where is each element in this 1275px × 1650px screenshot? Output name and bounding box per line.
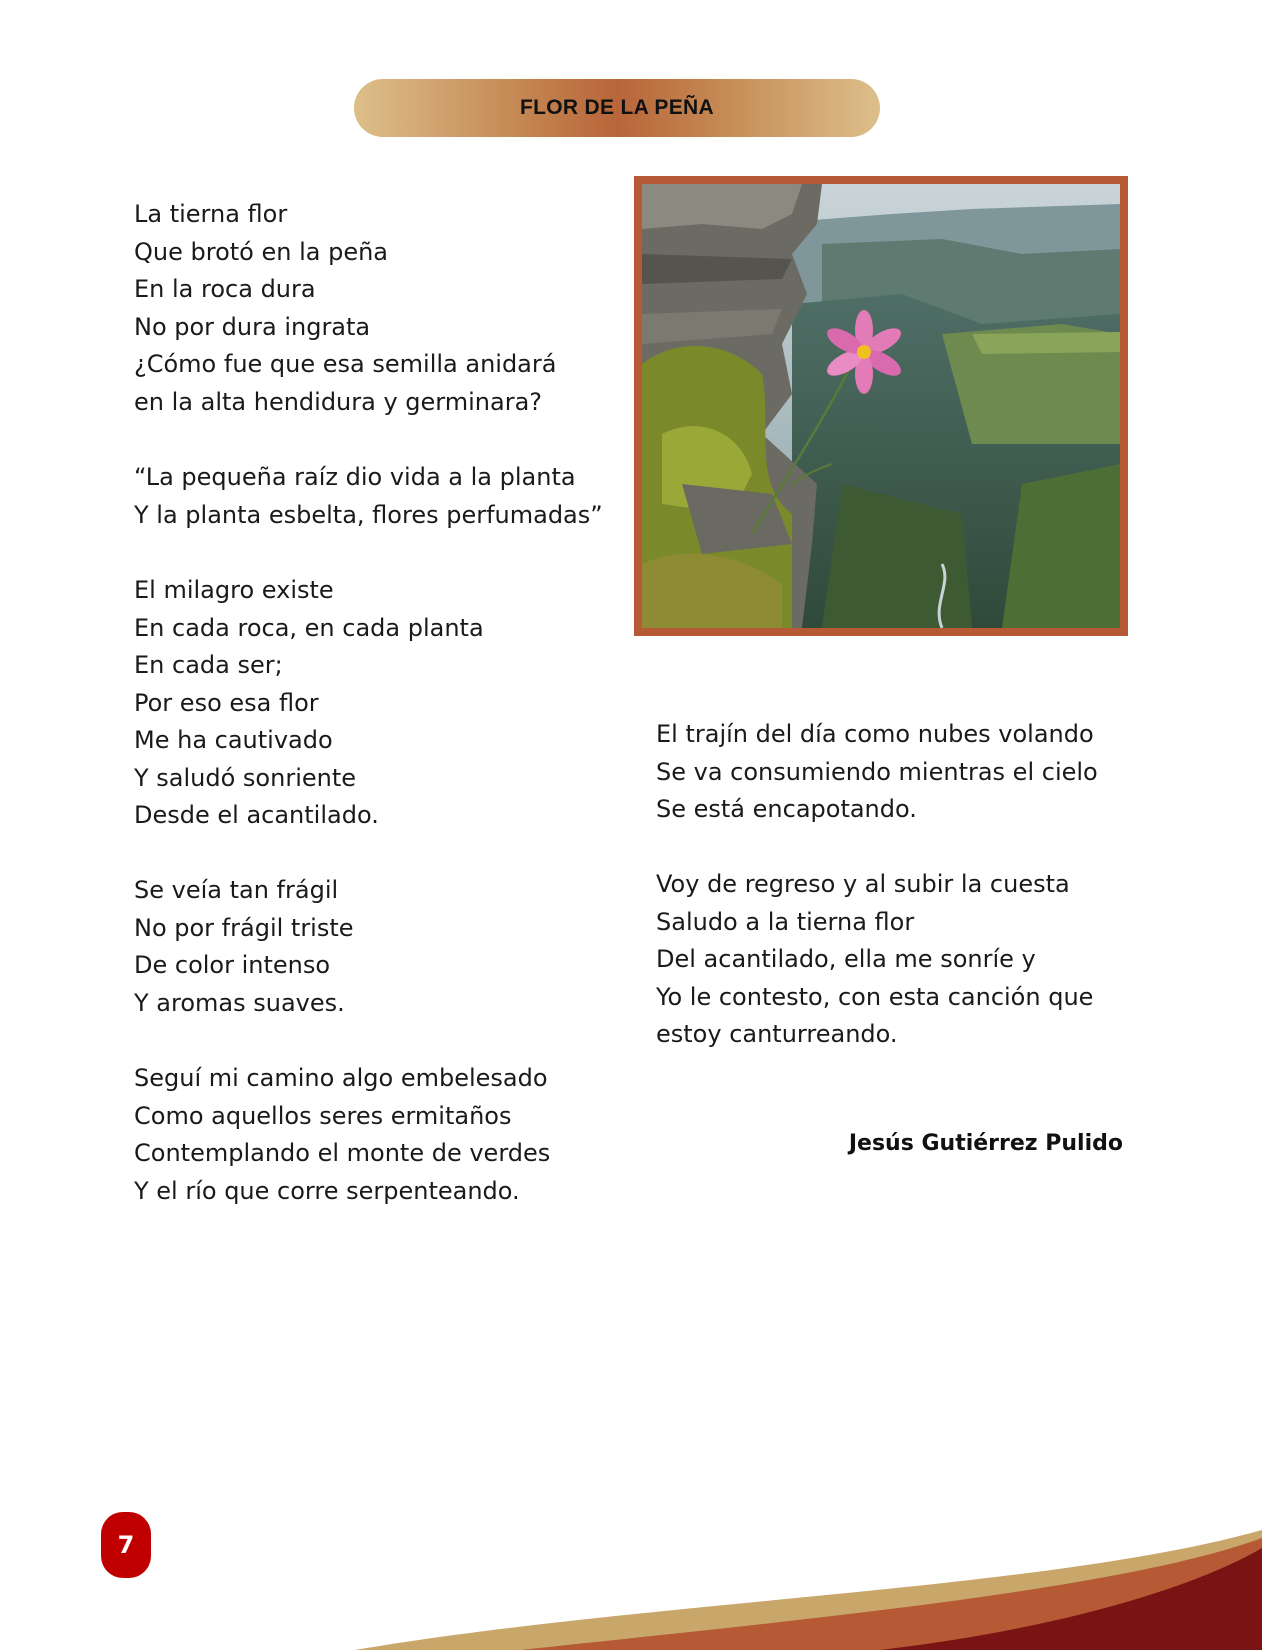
page-title: FLOR DE LA PEÑA — [520, 96, 714, 119]
author-signature: Jesús Gutiérrez Pulido — [848, 1131, 1123, 1156]
stanza-right-2: Voy de regreso y al subir la cuesta Saludo a la tierna flor Del acantilado, ella me sonríe y Yo le contesto, con esta canción que estoy canturreando. — [656, 870, 1094, 1048]
stanza-right-1: El trajín del día como nubes volando Se va consumiendo mientras el cielo Se está encapotando. — [656, 720, 1098, 823]
stanza-left-4: Se veía tan frágil No por frágil triste De color intenso Y aromas suaves. — [134, 876, 354, 1017]
cliff-flower-image — [642, 184, 1120, 628]
stanza-left-2: “La pequeña raíz dio vida a la planta Y la planta esbelta, flores perfumadas” — [134, 463, 603, 529]
page-number-badge — [101, 1512, 151, 1578]
stanza-left-1: La tierna flor Que brotó en la peña En la roca dura No por dura ingrata ¿Cómo fue que esa semilla anidará en la alta hendidura y germinara? — [134, 200, 557, 416]
stanza-left-5: Seguí mi camino algo embelesado Como aquellos seres ermitaños Contemplando el monte de verdes Y el río que corre serpenteando. — [134, 1064, 551, 1205]
stanza-left-3: El milagro existe En cada roca, en cada planta En cada ser; Por eso esa flor Me ha cautivado Y saludó sonriente Desde el acantilado. — [134, 576, 484, 829]
title-banner — [354, 79, 880, 137]
page-number: 7 — [117, 1531, 135, 1559]
flower-cliff-illustration — [634, 176, 1128, 636]
